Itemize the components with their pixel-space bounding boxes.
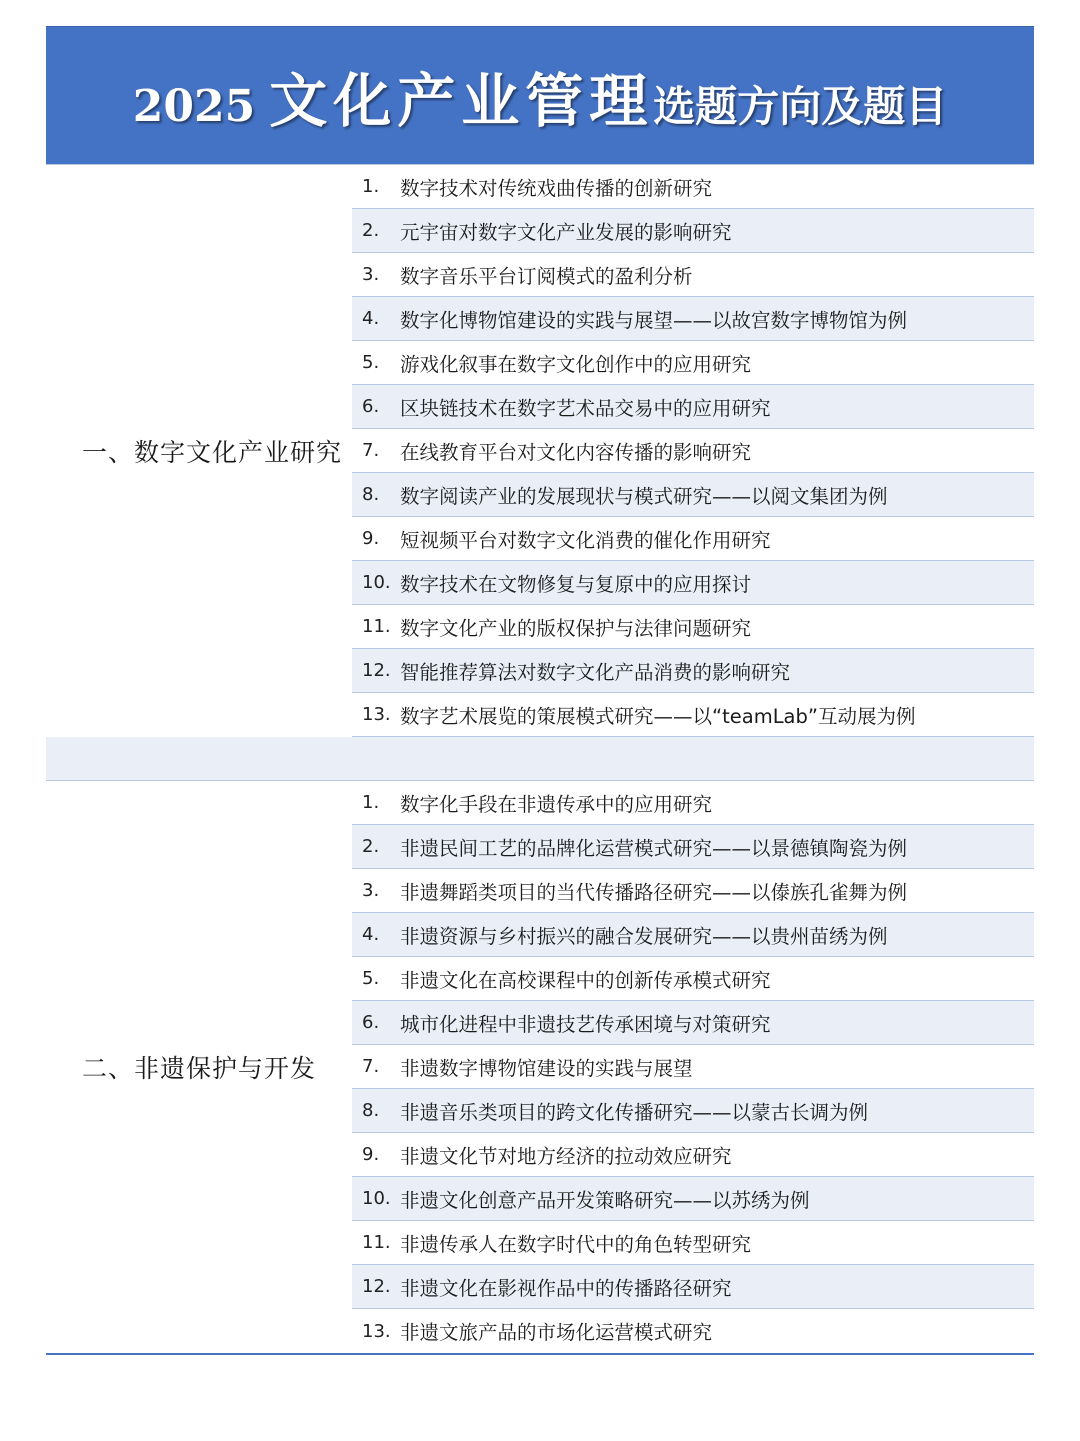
topic-text: 元宇宙对数字文化产业发展的影响研究 [400, 220, 732, 244]
topic-row [352, 825, 1034, 869]
topic-text: 非遗舞蹈类项目的当代传播路径研究——以傣族孔雀舞为例 [400, 880, 908, 904]
topic-number: 2. [362, 836, 380, 857]
title-year: 2025 [132, 80, 256, 132]
topic-number: 7. [362, 1056, 380, 1077]
topic-row [352, 517, 1034, 561]
title-banner [46, 26, 1034, 164]
topic-text: 非遗文旅产品的市场化运营模式研究 [400, 1321, 713, 1344]
topic-number: 4. [362, 924, 380, 945]
topic-number: 10. [362, 572, 391, 593]
topic-row [352, 1133, 1034, 1177]
topic-row [352, 693, 1034, 737]
topic-row [352, 957, 1034, 1001]
topic-text: 区块链技术在数字艺术品交易中的应用研究 [400, 396, 771, 420]
topic-text: 非遗音乐类项目的跨文化传播研究——以蒙古长调为例 [400, 1100, 869, 1124]
section-divider [46, 737, 1034, 781]
topic-row [352, 1001, 1034, 1045]
topic-number: 1. [362, 176, 380, 197]
topic-text: 智能推荐算法对数字文化产品消费的影响研究 [400, 660, 791, 684]
topic-number: 7. [362, 440, 380, 461]
section-label: 一、数字文化产业研究 [82, 438, 343, 467]
topic-row [352, 209, 1034, 253]
topic-number: 12. [362, 660, 391, 681]
topic-text: 非遗文化创意产品开发策略研究——以苏绣为例 [400, 1188, 810, 1212]
topic-number: 13. [362, 1320, 391, 1342]
section-label: 二、非遗保护与开发 [82, 1054, 317, 1083]
topic-text: 非遗文化在高校课程中的创新传承模式研究 [400, 968, 771, 992]
topic-row [352, 1265, 1034, 1309]
topic-row [352, 1045, 1034, 1089]
topic-row [352, 1089, 1034, 1133]
topic-number: 1. [362, 792, 380, 813]
topic-row [352, 1177, 1034, 1221]
topic-row [352, 473, 1034, 517]
topic-text: 数字阅读产业的发展现状与模式研究——以阅文集团为例 [400, 484, 888, 508]
topic-text: 数字艺术展览的策展模式研究——以“teamLab”互动展为例 [400, 704, 916, 728]
bottom-divider [46, 1353, 1034, 1355]
topic-number: 4. [362, 308, 380, 329]
topic-text: 非遗资源与乡村振兴的融合发展研究——以贵州苗绣为例 [400, 924, 888, 948]
topic-number: 12. [362, 1276, 391, 1297]
topic-text: 非遗文化在影视作品中的传播路径研究 [400, 1276, 732, 1300]
topic-row [352, 1221, 1034, 1265]
topic-row [352, 869, 1034, 913]
topic-text: 在线教育平台对文化内容传播的影响研究 [400, 440, 752, 464]
topic-number: 11. [362, 616, 391, 637]
topic-row [352, 649, 1034, 693]
topic-text: 数字技术对传统戏曲传播的创新研究 [400, 176, 713, 200]
topic-row [352, 297, 1034, 341]
topic-number: 8. [362, 1100, 380, 1121]
topic-row [352, 781, 1034, 825]
topic-number: 3. [362, 264, 380, 285]
topic-text: 城市化进程中非遗技艺传承困境与对策研究 [400, 1012, 771, 1036]
topic-row [352, 165, 1034, 209]
topic-row [352, 561, 1034, 605]
topic-row [352, 385, 1034, 429]
topic-number: 13. [362, 704, 391, 725]
section-intangible-heritage [46, 781, 1034, 1353]
topic-text: 数字文化产业的版权保护与法律问题研究 [400, 616, 752, 640]
topic-number: 9. [362, 1144, 380, 1165]
topic-text: 非遗数字博物馆建设的实践与展望 [400, 1056, 693, 1080]
topic-text: 非遗文化节对地方经济的拉动效应研究 [400, 1144, 732, 1168]
topic-number: 6. [362, 396, 380, 417]
topic-row [352, 605, 1034, 649]
topic-text: 数字音乐平台订阅模式的盈利分析 [400, 264, 693, 288]
topic-list [352, 781, 1034, 1353]
topic-row [352, 341, 1034, 385]
topic-row [352, 429, 1034, 473]
topic-number: 5. [362, 352, 380, 373]
topic-text: 数字技术在文物修复与复原中的应用探讨 [400, 572, 752, 596]
topic-text: 数字化手段在非遗传承中的应用研究 [400, 792, 713, 816]
topic-text: 游戏化叙事在数字文化创作中的应用研究 [400, 352, 752, 376]
topic-text: 非遗民间工艺的品牌化运营模式研究——以景德镇陶瓷为例 [400, 836, 908, 860]
topic-number: 8. [362, 484, 380, 505]
topic-list [352, 165, 1034, 737]
topic-number: 6. [362, 1012, 380, 1033]
section-digital-culture [46, 164, 1034, 737]
topic-number: 3. [362, 880, 380, 901]
topic-text: 非遗传承人在数字时代中的角色转型研究 [400, 1232, 752, 1256]
topic-number: 10. [362, 1188, 391, 1209]
title-main: 文化产业管理 [269, 66, 654, 135]
topic-number: 2. [362, 220, 380, 241]
topic-number: 9. [362, 528, 380, 549]
topic-row [352, 913, 1034, 957]
topic-number: 11. [362, 1232, 391, 1253]
topic-text: 短视频平台对数字文化消费的催化作用研究 [400, 528, 771, 552]
topic-number: 5. [362, 968, 380, 989]
topic-row [352, 253, 1034, 297]
topic-text: 数字化博物馆建设的实践与展望——以故宫数字博物馆为例 [400, 308, 908, 332]
page-title [133, 54, 948, 138]
title-sub: 选题方向及题目 [653, 81, 948, 131]
document-page [46, 26, 1034, 1355]
topic-row [352, 1309, 1034, 1353]
